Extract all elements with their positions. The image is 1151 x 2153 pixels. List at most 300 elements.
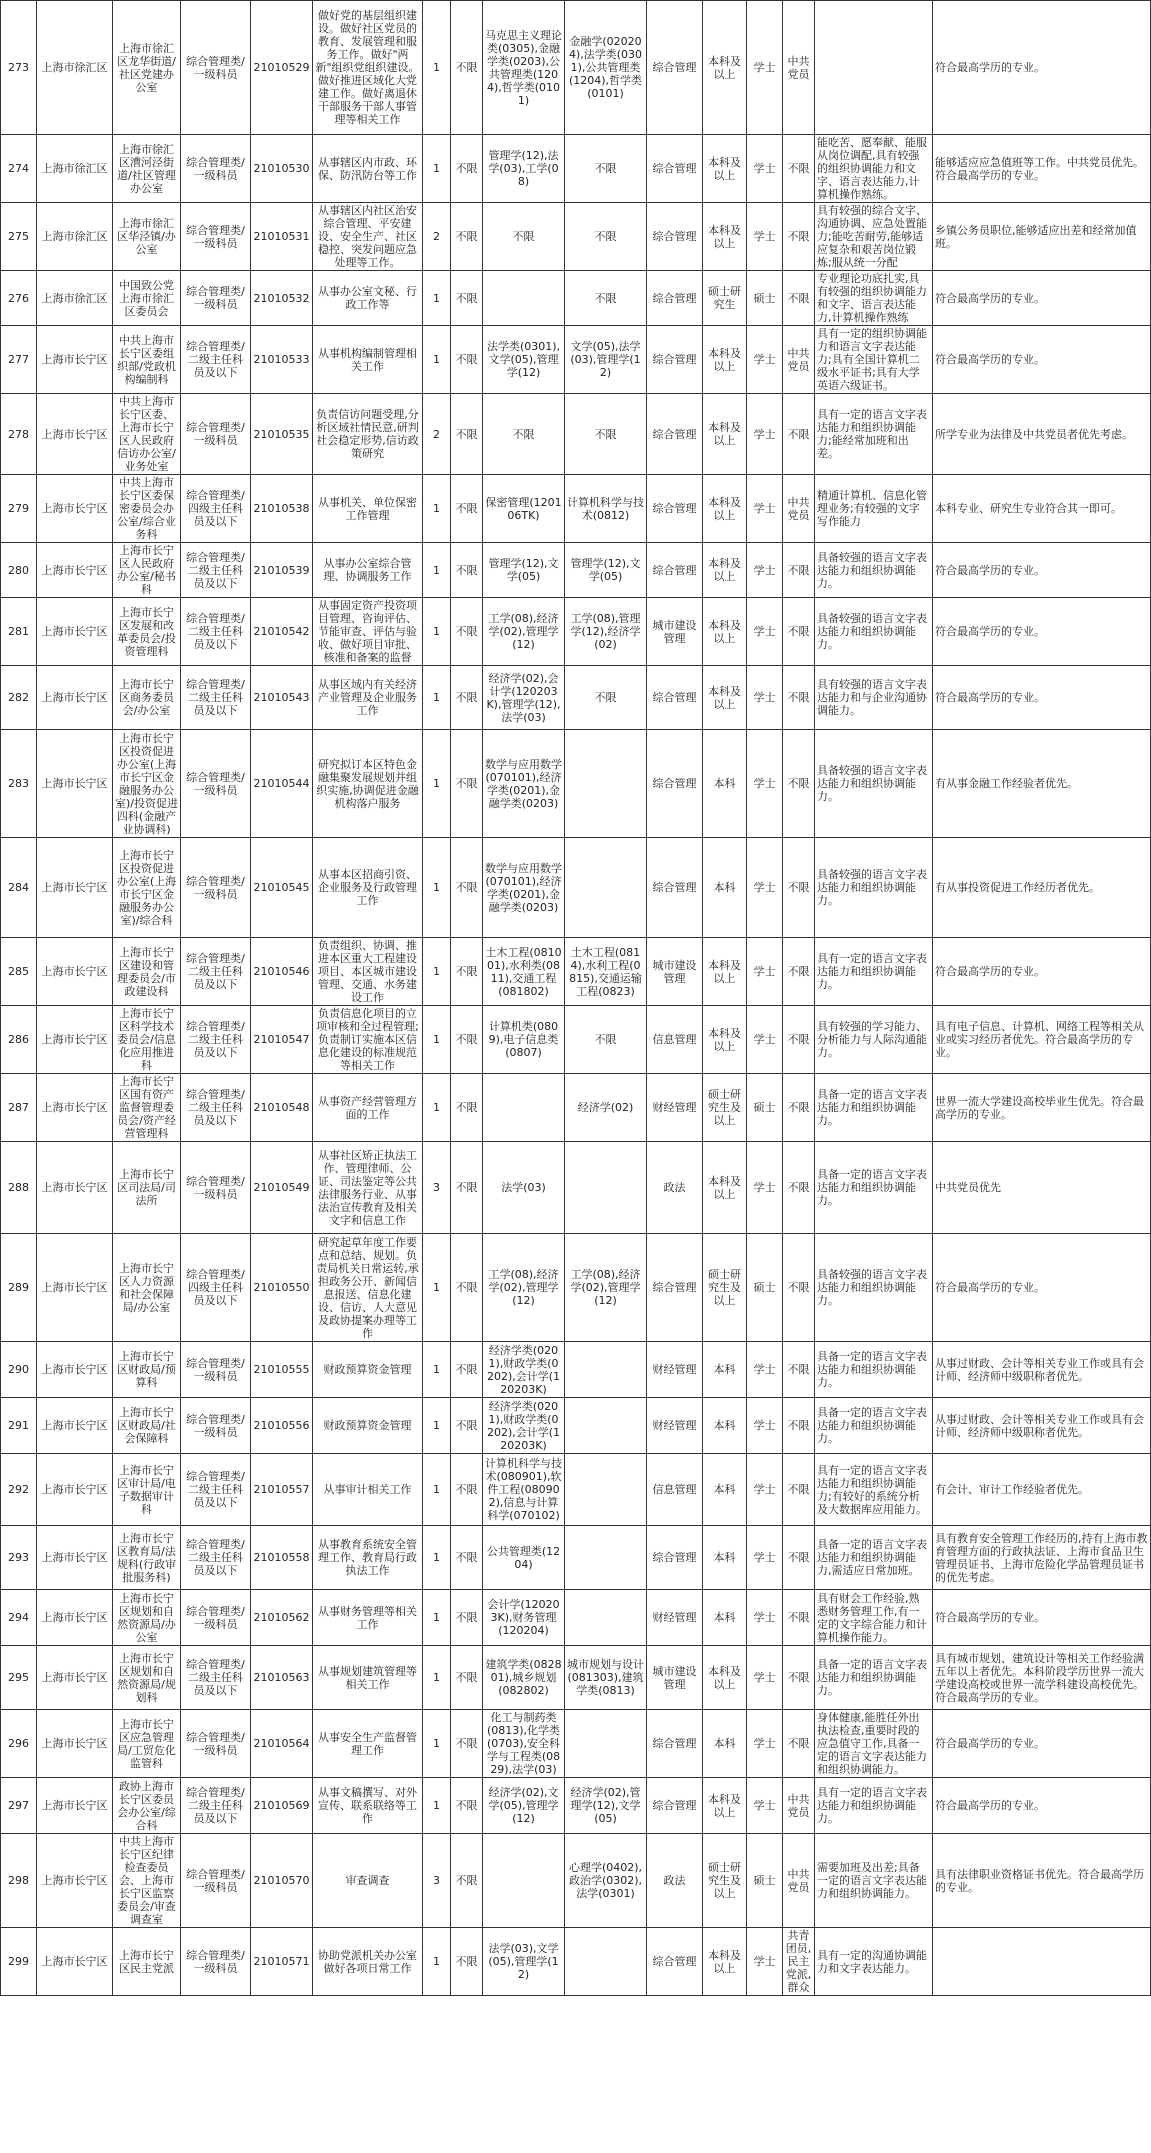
cell-undergrad-major [483,1834,565,1928]
cell-gender: 不限 [451,1834,483,1928]
cell-education: 本科及以上 [703,666,747,730]
cell-undergrad-major: 管理学(12),法学(03),工学(08) [483,135,565,203]
cell-notes: 具有教育安全管理工作经历的,持有上海市教育管理方面的行政执法证、上海市食品卫生管理员证书、上海市危险化学品管理员证书的优先考虑。 [933,1526,1151,1590]
cell-job-description: 研究起草年度工作要点和总结、规划。负责局机关日常运转,承担政务公开、新闻信息报送、信息化建设、信访、人大意见及政协提案办理等工作 [313,1234,423,1342]
cell-department: 上海市长宁区审计局/电子数据审计科 [113,1454,181,1526]
cell-political-status: 不限 [783,1006,815,1074]
cell-position-code: 21010549 [251,1142,313,1234]
cell-row-number: 274 [1,135,37,203]
cell-headcount: 1 [423,1778,451,1834]
cell-headcount: 2 [423,394,451,475]
cell-exam-category: 综合管理 [647,1,703,135]
cell-education: 硕士研究生及以上 [703,1074,747,1142]
cell-job-description: 从事财务管理等相关工作 [313,1590,423,1646]
cell-row-number: 275 [1,203,37,271]
cell-position-type: 综合管理类/二级主任科员及以下 [181,326,251,394]
cell-undergrad-major: 经济学类(0201),财政学类(0202),会计学(120203K) [483,1398,565,1454]
cell-political-status: 不限 [783,1710,815,1778]
cell-other-requirements: 具备较强的语言文字表达能力和组织协调能力。 [815,543,933,598]
cell-gender: 不限 [451,1234,483,1342]
cell-row-number: 289 [1,1234,37,1342]
cell-political-status: 中共党员 [783,1834,815,1928]
cell-headcount: 1 [423,1234,451,1342]
cell-undergrad-major: 土木工程(081001),水利类(0811),交通工程(081802) [483,938,565,1006]
cell-political-status: 中共党员 [783,326,815,394]
cell-postgrad-major [565,1142,647,1234]
cell-gender: 不限 [451,666,483,730]
cell-position-type: 综合管理类/一级科员 [181,730,251,838]
cell-degree: 学士 [747,1526,783,1590]
cell-gender: 不限 [451,1710,483,1778]
cell-postgrad-major: 不限 [565,203,647,271]
cell-district: 上海市长宁区 [37,1398,113,1454]
cell-political-status: 不限 [783,394,815,475]
cell-political-status: 中共党员 [783,1778,815,1834]
cell-notes: 符合最高学历的专业。 [933,1710,1151,1778]
cell-position-type: 综合管理类/四级主任科员及以下 [181,1234,251,1342]
cell-political-status: 不限 [783,838,815,938]
cell-job-description: 负责信息化项目的立项审核和全过程管理;负责制订实施本区信息化建设的标准规范等相关工作 [313,1006,423,1074]
cell-other-requirements: 专业理论功底扎实,具有较强的组织协调能力和文字、语言表达能力,计算机操作熟练 [815,271,933,326]
cell-notes: 符合最高学历的专业。 [933,666,1151,730]
cell-degree: 学士 [747,666,783,730]
cell-postgrad-major: 心理学(0402),政治学(0302),法学(0301) [565,1834,647,1928]
cell-undergrad-major: 会计学(120203K),财务管理(120204) [483,1590,565,1646]
cell-education: 本科 [703,730,747,838]
cell-gender: 不限 [451,1778,483,1834]
table-row [1,730,1151,838]
cell-position-code: 21010563 [251,1646,313,1710]
cell-education: 本科 [703,1342,747,1398]
cell-exam-category: 财经管理 [647,1342,703,1398]
cell-job-description: 从事机构编制管理相关工作 [313,326,423,394]
cell-position-type: 综合管理类/一级科员 [181,271,251,326]
cell-exam-category: 综合管理 [647,271,703,326]
cell-postgrad-major: 计算机科学与技术(0812) [565,475,647,543]
cell-headcount: 1 [423,475,451,543]
cell-job-description: 从事办公室综合管理、协调服务工作 [313,543,423,598]
cell-gender: 不限 [451,1454,483,1526]
cell-district: 上海市长宁区 [37,543,113,598]
cell-notes: 符合最高学历的专业。 [933,1,1151,135]
cell-position-type: 综合管理类/二级主任科员及以下 [181,543,251,598]
cell-job-description: 财政预算资金管理 [313,1342,423,1398]
cell-gender: 不限 [451,203,483,271]
cell-department: 中共上海市长宁区纪律检查委员会、上海市长宁区监察委员会/审查调查室 [113,1834,181,1928]
cell-exam-category: 综合管理 [647,1928,703,1996]
cell-postgrad-major [565,1928,647,1996]
cell-department: 上海市徐汇区华泾镇/办公室 [113,203,181,271]
cell-district: 上海市长宁区 [37,1234,113,1342]
cell-notes: 符合最高学历的专业。 [933,1778,1151,1834]
cell-gender: 不限 [451,1526,483,1590]
cell-row-number: 287 [1,1074,37,1142]
cell-job-description: 从事审计相关工作 [313,1454,423,1526]
cell-position-code: 21010544 [251,730,313,838]
cell-notes: 有从事金融工作经验者优先。 [933,730,1151,838]
cell-job-description: 审查调查 [313,1834,423,1928]
cell-headcount: 1 [423,1,451,135]
cell-degree: 学士 [747,1710,783,1778]
cell-gender: 不限 [451,135,483,203]
cell-undergrad-major: 数学与应用数学(070101),经济学类(0201),金融学类(0203) [483,730,565,838]
cell-district: 上海市长宁区 [37,1006,113,1074]
cell-gender: 不限 [451,730,483,838]
cell-job-description: 从事教育系统安全管理工作、教育局行政执法工作 [313,1526,423,1590]
cell-postgrad-major [565,838,647,938]
cell-department: 上海市长宁区规划和自然资源局/规划科 [113,1646,181,1710]
cell-row-number: 281 [1,598,37,666]
cell-position-code: 21010529 [251,1,313,135]
cell-job-description: 从事规划建筑管理等相关工作 [313,1646,423,1710]
cell-position-type: 综合管理类/二级主任科员及以下 [181,1074,251,1142]
cell-degree: 学士 [747,543,783,598]
cell-undergrad-major: 计算机科学与技术(080901),软件工程(080902),信息与计算科学(070102) [483,1454,565,1526]
cell-undergrad-major: 马克思主义理论类(0305),金融学类(0203),公共管理类(1204),哲学类(0101) [483,1,565,135]
cell-undergrad-major: 不限 [483,394,565,475]
cell-other-requirements: 身体健康,能胜任外出执法检查,重要时段的应急值守工作,具备一定的语言文字表达能力和组织协调能力。 [815,1710,933,1778]
cell-department: 中共上海市长宁区委、上海市长宁区人民政府信访办公室/业务处室 [113,394,181,475]
cell-gender: 不限 [451,1142,483,1234]
table-row [1,1778,1151,1834]
table-row [1,135,1151,203]
cell-position-code: 21010562 [251,1590,313,1646]
cell-postgrad-major: 经济学(02) [565,1074,647,1142]
cell-exam-category: 综合管理 [647,394,703,475]
cell-headcount: 1 [423,730,451,838]
cell-degree: 学士 [747,1928,783,1996]
cell-exam-category: 财经管理 [647,1398,703,1454]
cell-job-description: 从事本区招商引资、企业服务及行政管理工作 [313,838,423,938]
cell-gender: 不限 [451,1074,483,1142]
cell-headcount: 1 [423,838,451,938]
cell-position-type: 综合管理类/一级科员 [181,1142,251,1234]
cell-job-description: 做好党的基层组织建设。做好社区党员的教育、发展管理和服务工作。做好"两新"组织党组织建设。做好推进区域化大党建工作。做好离退休干部服务干部人事管理等相关工作 [313,1,423,135]
cell-headcount: 1 [423,1398,451,1454]
cell-headcount: 1 [423,1590,451,1646]
cell-job-description: 从事机关、单位保密工作管理 [313,475,423,543]
cell-undergrad-major: 不限 [483,203,565,271]
cell-exam-category: 综合管理 [647,1778,703,1834]
cell-headcount: 1 [423,271,451,326]
cell-postgrad-major: 经济学(02),管理学(12),文学(05) [565,1778,647,1834]
cell-position-type: 综合管理类/一级科员 [181,1834,251,1928]
cell-department: 上海市长宁区司法局/司法所 [113,1142,181,1234]
cell-exam-category: 综合管理 [647,326,703,394]
cell-job-description: 从事辖区内社区治安综合管理、平安建设、安全生产、社区稳控、突发问题应急处理等工作。 [313,203,423,271]
table-row [1,203,1151,271]
cell-exam-category: 综合管理 [647,1526,703,1590]
table-row [1,475,1151,543]
cell-exam-category: 综合管理 [647,135,703,203]
cell-gender: 不限 [451,271,483,326]
cell-exam-category: 信息管理 [647,1454,703,1526]
table-row [1,1454,1151,1526]
cell-row-number: 276 [1,271,37,326]
cell-undergrad-major [483,271,565,326]
cell-exam-category: 综合管理 [647,475,703,543]
cell-gender: 不限 [451,543,483,598]
cell-department: 政协上海市长宁区委员会办公室/综合科 [113,1778,181,1834]
cell-job-description: 从事固定资产投资项目管理、咨询评估、节能审查、评估与验收、做好项目审批、核准和备案的监督 [313,598,423,666]
cell-gender: 不限 [451,1398,483,1454]
cell-other-requirements: 具有一定的语言文字表达能力和组织协调能力。 [815,1778,933,1834]
cell-district: 上海市长宁区 [37,938,113,1006]
cell-education: 本科及以上 [703,1,747,135]
cell-row-number: 294 [1,1590,37,1646]
cell-other-requirements: 具备一定的语言文字表达能力和组织协调能力。 [815,1342,933,1398]
cell-other-requirements: 需要加班及出差;具备一定的语言文字表达能力和组织协调能力。 [815,1834,933,1928]
cell-degree: 学士 [747,475,783,543]
cell-headcount: 1 [423,543,451,598]
cell-degree: 学士 [747,1006,783,1074]
cell-department: 上海市徐汇区龙华街道/社区党建办公室 [113,1,181,135]
cell-position-type: 综合管理类/一级科员 [181,1710,251,1778]
cell-headcount: 1 [423,1928,451,1996]
cell-position-code: 21010555 [251,1342,313,1398]
cell-undergrad-major: 工学(08),经济学(02),管理学(12) [483,598,565,666]
cell-district: 上海市长宁区 [37,838,113,938]
cell-headcount: 1 [423,1646,451,1710]
cell-education: 本科 [703,1454,747,1526]
cell-notes: 符合最高学历的专业。 [933,1234,1151,1342]
cell-degree: 学士 [747,135,783,203]
cell-undergrad-major: 经济学(02),会计学(120203K),管理学(12),法学(03) [483,666,565,730]
cell-other-requirements: 具有一定的语言文字表达能力和组织协调能力;能经常加班和出差。 [815,394,933,475]
cell-district: 上海市长宁区 [37,1778,113,1834]
cell-district: 上海市长宁区 [37,666,113,730]
cell-position-type: 综合管理类/二级主任科员及以下 [181,1646,251,1710]
cell-position-code: 21010564 [251,1710,313,1778]
cell-education: 本科及以上 [703,326,747,394]
cell-undergrad-major: 保密管理(120106TK) [483,475,565,543]
cell-position-code: 21010547 [251,1006,313,1074]
cell-exam-category: 城市建设管理 [647,1646,703,1710]
cell-degree: 硕士 [747,271,783,326]
cell-position-code: 21010539 [251,543,313,598]
cell-job-description: 从事区域内有关经济产业管理及企业服务工作 [313,666,423,730]
cell-headcount: 1 [423,1454,451,1526]
cell-job-description: 从事安全生产监督管理工作 [313,1710,423,1778]
cell-notes: 中共党员优先 [933,1142,1151,1234]
cell-row-number: 298 [1,1834,37,1928]
cell-position-type: 综合管理类/一级科员 [181,203,251,271]
cell-district: 上海市徐汇区 [37,135,113,203]
cell-district: 上海市长宁区 [37,1646,113,1710]
cell-postgrad-major: 城市规划与设计(081303),建筑学类(0813) [565,1646,647,1710]
cell-row-number: 285 [1,938,37,1006]
cell-headcount: 1 [423,326,451,394]
cell-district: 上海市长宁区 [37,1074,113,1142]
cell-district: 上海市长宁区 [37,475,113,543]
cell-position-code: 21010557 [251,1454,313,1526]
cell-notes: 乡镇公务员职位,能够适应出差和经常加值班。 [933,203,1151,271]
cell-department: 上海市长宁区商务委员会/办公室 [113,666,181,730]
cell-department: 上海市长宁区发展和改革委员会/投资管理科 [113,598,181,666]
cell-undergrad-major: 法学类(0301),文学(05),管理学(12) [483,326,565,394]
cell-postgrad-major: 不限 [565,271,647,326]
cell-row-number: 273 [1,1,37,135]
cell-other-requirements: 具备一定的语言文字表达能力和组织协调能力。 [815,1142,933,1234]
cell-district: 上海市长宁区 [37,1526,113,1590]
cell-notes: 本科专业、研究生专业符合其一即可。 [933,475,1151,543]
cell-notes: 能够适应应急值班等工作。中共党员优先。符合最高学历的专业。 [933,135,1151,203]
cell-row-number: 292 [1,1454,37,1526]
cell-education: 硕士研究生 [703,271,747,326]
cell-education: 本科及以上 [703,598,747,666]
cell-exam-category: 信息管理 [647,1006,703,1074]
cell-postgrad-major [565,1454,647,1526]
table-row [1,1074,1151,1142]
cell-notes: 具有法律职业资格证书优先。符合最高学历的专业。 [933,1834,1151,1928]
cell-political-status: 不限 [783,135,815,203]
cell-gender: 不限 [451,938,483,1006]
cell-other-requirements: 具有一定的语言文字表达能力和组织协调能力。 [815,938,933,1006]
cell-department: 上海市长宁区人民政府办公室/秘书科 [113,543,181,598]
cell-position-type: 综合管理类/二级主任科员及以下 [181,938,251,1006]
cell-education: 本科及以上 [703,938,747,1006]
cell-notes: 符合最高学历的专业。 [933,543,1151,598]
cell-degree: 学士 [747,1454,783,1526]
cell-row-number: 286 [1,1006,37,1074]
cell-education: 本科 [703,1398,747,1454]
cell-position-code: 21010570 [251,1834,313,1928]
cell-headcount: 1 [423,666,451,730]
cell-other-requirements: 具有一定的组织协调能力和语言文字表达能力;具有全国计算机二级水平证书;具有大学英语六级证书。 [815,326,933,394]
cell-postgrad-major [565,730,647,838]
cell-education: 本科及以上 [703,1006,747,1074]
cell-headcount: 1 [423,135,451,203]
cell-postgrad-major [565,1398,647,1454]
cell-district: 上海市长宁区 [37,1710,113,1778]
cell-position-code: 21010532 [251,271,313,326]
cell-district: 上海市长宁区 [37,1454,113,1526]
cell-undergrad-major: 数学与应用数学(070101),经济学类(0201),金融学类(0203) [483,838,565,938]
cell-department: 上海市长宁区民主党派 [113,1928,181,1996]
cell-undergrad-major: 化工与制药类(0813),化学类(0703),安全科学与工程类(0829),法学(03) [483,1710,565,1778]
cell-headcount: 1 [423,1074,451,1142]
cell-position-type: 综合管理类/一级科员 [181,1,251,135]
cell-position-code: 21010550 [251,1234,313,1342]
cell-row-number: 293 [1,1526,37,1590]
cell-education: 本科及以上 [703,135,747,203]
cell-postgrad-major [565,1342,647,1398]
cell-degree: 学士 [747,1142,783,1234]
cell-education: 本科及以上 [703,475,747,543]
cell-education: 本科及以上 [703,1142,747,1234]
cell-undergrad-major: 建筑学类(082801),城乡规划(082802) [483,1646,565,1710]
cell-notes: 符合最高学历的专业。 [933,326,1151,394]
cell-position-code: 21010530 [251,135,313,203]
cell-undergrad-major: 公共管理类(1204) [483,1526,565,1590]
cell-other-requirements: 具有财会工作经验,熟悉财务管理工作,有一定的文字综合能力和计算机操作能力。 [815,1590,933,1646]
cell-postgrad-major: 不限 [565,666,647,730]
cell-postgrad-major: 工学(08),管理学(12),经济学(02) [565,598,647,666]
cell-degree: 学士 [747,838,783,938]
cell-job-description: 从事资产经营管理方面的工作 [313,1074,423,1142]
cell-education: 本科及以上 [703,1778,747,1834]
cell-exam-category: 综合管理 [647,203,703,271]
cell-exam-category: 政法 [647,1834,703,1928]
cell-degree: 学士 [747,326,783,394]
cell-exam-category: 城市建设管理 [647,938,703,1006]
cell-job-description: 研究拟订本区特色金融集聚发展规划并组织实施,协调促进金融机构落户服务 [313,730,423,838]
cell-position-code: 21010535 [251,394,313,475]
cell-row-number: 283 [1,730,37,838]
cell-postgrad-major [565,1710,647,1778]
cell-political-status: 不限 [783,1234,815,1342]
cell-other-requirements: 具备较强的语言文字表达能力和组织协调能力。 [815,598,933,666]
cell-other-requirements: 具有较强的学习能力、分析能力与人际沟通能力。 [815,1006,933,1074]
cell-district: 上海市长宁区 [37,1142,113,1234]
cell-position-code: 21010531 [251,203,313,271]
cell-postgrad-major: 管理学(12),文学(05) [565,543,647,598]
cell-education: 本科及以上 [703,1928,747,1996]
cell-headcount: 3 [423,1142,451,1234]
cell-degree: 学士 [747,203,783,271]
cell-other-requirements: 具备一定的语言文字表达能力和组织协调能力。 [815,1646,933,1710]
cell-district: 上海市长宁区 [37,1928,113,1996]
cell-position-code: 21010546 [251,938,313,1006]
cell-political-status: 不限 [783,1646,815,1710]
cell-political-status: 不限 [783,1074,815,1142]
cell-undergrad-major [483,1074,565,1142]
cell-position-type: 综合管理类/二级主任科员及以下 [181,1526,251,1590]
cell-position-type: 综合管理类/一级科员 [181,394,251,475]
cell-postgrad-major [565,1590,647,1646]
cell-gender: 不限 [451,1,483,135]
cell-notes: 有从事投资促进工作经历者优先。 [933,838,1151,938]
cell-exam-category: 城市建设管理 [647,598,703,666]
cell-row-number: 288 [1,1142,37,1234]
table-row [1,1590,1151,1646]
cell-job-description: 负责信访问题受理,分析区域社情民意,研判社会稳定形势,信访政策研究 [313,394,423,475]
cell-degree: 学士 [747,730,783,838]
cell-political-status: 不限 [783,1342,815,1398]
cell-notes: 从事过财政、会计等相关专业工作或具有会计师、经济师中级职称者优先。 [933,1342,1151,1398]
cell-education: 本科及以上 [703,394,747,475]
table-row [1,1928,1151,1996]
cell-gender: 不限 [451,1646,483,1710]
cell-political-status: 不限 [783,1142,815,1234]
cell-district: 上海市长宁区 [37,730,113,838]
table-row [1,543,1151,598]
cell-position-code: 21010545 [251,838,313,938]
cell-row-number: 290 [1,1342,37,1398]
cell-position-type: 综合管理类/一级科员 [181,838,251,938]
table-row [1,1646,1151,1710]
cell-undergrad-major: 法学(03) [483,1142,565,1234]
cell-postgrad-major: 土木工程(0814),水利工程(0815),交通运输工程(0823) [565,938,647,1006]
cell-position-code: 21010556 [251,1398,313,1454]
cell-headcount: 1 [423,1526,451,1590]
cell-political-status: 不限 [783,1526,815,1590]
cell-position-type: 综合管理类/四级主任科员及以下 [181,475,251,543]
cell-district: 上海市徐汇区 [37,271,113,326]
cell-district: 上海市长宁区 [37,1590,113,1646]
cell-district: 上海市长宁区 [37,598,113,666]
cell-degree: 硕士 [747,1234,783,1342]
cell-other-requirements: 能吃苦、愿奉献、能服从岗位调配,具有较强的组织协调能力和文字、语言表达能力,计算机操作熟练。 [815,135,933,203]
cell-department: 上海市长宁区财政局/社会保障科 [113,1398,181,1454]
cell-other-requirements: 具备一定的语言文字表达能力和组织协调能力。 [815,1074,933,1142]
cell-row-number: 291 [1,1398,37,1454]
cell-position-type: 综合管理类/二级主任科员及以下 [181,666,251,730]
cell-education: 本科 [703,838,747,938]
cell-degree: 学士 [747,598,783,666]
cell-political-status: 不限 [783,938,815,1006]
cell-department: 上海市长宁区教育局/法规科(行政审批服务科) [113,1526,181,1590]
